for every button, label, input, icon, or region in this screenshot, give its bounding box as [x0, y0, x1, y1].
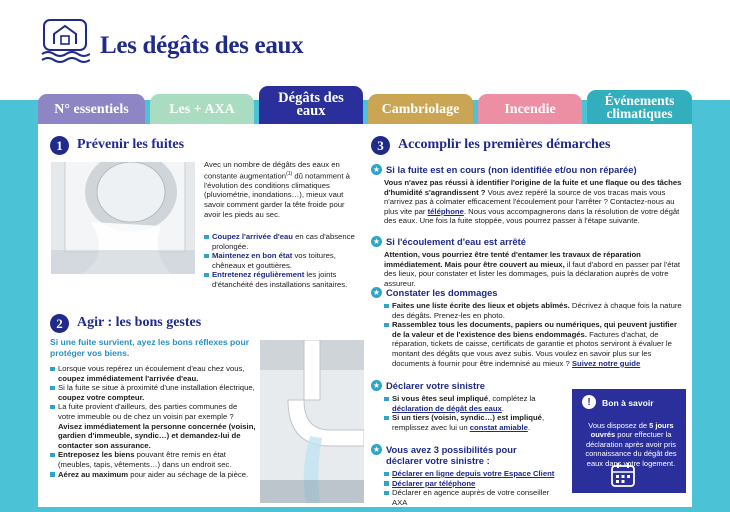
tab-degats-des-eaux[interactable] [259, 86, 363, 124]
section-1-intro [204, 160, 354, 219]
item-end: . [527, 422, 531, 432]
declare-agency-text: Déclarer en agence auprès de votre conseiller AXA [392, 488, 550, 507]
damage-list [384, 301, 686, 368]
list-item [50, 450, 256, 469]
item-bold: Coupez l'arrivée d'eau [212, 232, 293, 241]
intro-text-a: Avec un nombre de dégâts des eaux en constante augmentation [204, 160, 340, 181]
item-text: , remplissez avec lui un [392, 413, 545, 432]
item-bold: coupez votre compteur. [58, 392, 145, 402]
declare-options-list [384, 469, 566, 507]
declare-phone-link[interactable]: Déclarer par téléphone [392, 478, 476, 488]
amicable-report-link[interactable]: constat amiable [469, 422, 528, 432]
block-4-title: Déclarer votre sinistre [386, 380, 486, 391]
section-2-lead: Si une fuite survient, ayez les bons réflexes pour protéger vos biens. [50, 337, 250, 358]
list-item [50, 383, 256, 402]
info-text-b: pour effectuer la déclaration après avoir pris connaissance du dégât des eaux dans votre logement. [585, 430, 677, 468]
section-2-number: 2 [50, 314, 69, 333]
block-3-title: Constater les dommages [386, 287, 498, 298]
guide-link[interactable]: Suivez notre guide [571, 358, 641, 368]
house-water-icon [40, 18, 90, 66]
item-text: Factures d'achat, de réparation, tickets de caisse, certificats de garantie et photos serviront à évaluer le montant des dégâts que vous avez subis. Vous voulez en savoir plus sur les documents à fournir pour être indemnisé au mieux ? [392, 329, 672, 368]
item-bold: Si un tiers (voisin, syndic…) est impliqué [392, 413, 542, 423]
info-text [582, 421, 680, 468]
list-item [204, 251, 360, 270]
block-1-rest: Vous avez repéré la source de vos tracas mais vous n'arrivez pas à colmater efficacement l'écoulement pour l'arrêter ? Contactez-nous au plus vite par [384, 187, 675, 216]
page-header [0, 0, 730, 100]
item-text: Si la fuite se situe à proximité d'une installation électrique, [58, 383, 255, 393]
item-text: pouvant être remis en état (meubles, tapis, vêtements…) dans un endroit sec. [58, 450, 232, 469]
list-item [384, 469, 566, 479]
tab-evenements-label: Événements climatiques [604, 93, 675, 121]
list-item [384, 488, 566, 507]
list-item [50, 402, 256, 450]
info-title: Bon à savoir [602, 398, 654, 408]
list-item [384, 413, 564, 432]
phone-link[interactable]: téléphone [427, 206, 464, 216]
block-5-title-line2: déclarer votre sinistre : [386, 455, 490, 466]
block-1-text [384, 178, 686, 226]
tab-incendie[interactable]: Incendie [478, 94, 582, 124]
info-text-a: Vous disposez de [588, 421, 650, 430]
item-text: Décrivez à chaque fois la nature des dégâts. Prenez-les en photo. [392, 301, 682, 320]
washing-machine-illustration [51, 162, 195, 274]
star-icon: ★ [372, 237, 381, 246]
item-text: La fuite provient d'ailleurs, des parties communes de votre immeuble ou de chez un voisin par exemple ? [58, 402, 238, 421]
leaking-pipe-illustration [260, 340, 364, 503]
tab-evenements-climatiques[interactable] [587, 90, 692, 124]
block-2-text [384, 250, 686, 288]
item-bold: Maintenez en bon état [212, 251, 293, 261]
section-1-number: 1 [50, 136, 69, 155]
item-bold: Entreposez les biens [58, 450, 135, 460]
star-icon: ★ [372, 445, 381, 454]
item-text: les joints d'étanchéité des installations sanitaires. [212, 270, 348, 289]
item-bold: Faites une liste écrite des lieux et objets abîmés. [392, 301, 570, 310]
tab-les-plus-axa[interactable]: Les + AXA [150, 94, 254, 124]
item-end: . [501, 403, 504, 413]
list-item [384, 301, 686, 320]
declare-list [384, 394, 564, 432]
declare-online-link[interactable]: Déclarer en ligne depuis votre Espace Client [392, 469, 555, 478]
section-1-title: Prévenir les fuites [77, 137, 185, 152]
washing-machine-image [51, 162, 195, 274]
block-1-title: Si la fuite est en cours (non identifiée et/ou non réparée) [386, 164, 637, 175]
block-5-title [386, 444, 517, 466]
list-item [384, 479, 566, 489]
item-bold: coupez immédiatement l'arrivée d'eau. [58, 373, 199, 383]
block-2-bold: Attention, vous pourriez être tenté d'entamer les travaux de réparation immédiatement. Mais pour être couvert au mieux, [384, 250, 641, 269]
content-panel [38, 124, 692, 507]
section-2-title: Agir : les bons gestes [77, 315, 202, 330]
tab-cambriolage[interactable]: Cambriolage [368, 94, 473, 124]
block-5-title-line1: Vous avez 3 possibilités pour [386, 444, 517, 455]
list-item [50, 470, 256, 480]
block-1-bold: Vous n'avez pas réussi à identifier l'origine de la fuite et une flaque ou des tâches d'humidité s'agrandissent ? [384, 178, 682, 197]
list-item [384, 394, 564, 413]
list-item [204, 232, 360, 251]
intro-footnote: (1) [286, 170, 293, 177]
block-2-title: Si l'écoulement d'eau est arrêté [386, 236, 526, 247]
item-bold: Entretenez régulièrement [212, 270, 305, 280]
item-bold: Si vous êtes seul impliqué [392, 394, 489, 403]
page-title: Les dégâts des eaux [100, 32, 304, 59]
star-icon: ★ [372, 381, 381, 390]
block-2-rest: il faut d'abord en passer par l'état des lieux, pour constater et lister les dommages, puis la déclaration auprès de votre assureur. [384, 259, 681, 288]
item-bold: Rassemblez tous les documents, papiers ou numériques, qui peuvent justifier de la valeur et de l'existence des biens endommagés. [392, 320, 677, 339]
list-item [50, 364, 256, 383]
item-text: vos toitures, chêneaux et gouttières. [212, 251, 336, 270]
section-3-title: Accomplir les premières démarches [398, 137, 611, 152]
section-3-number: 3 [371, 136, 390, 155]
item-text: Lorsque vous repérez un écoulement d'eau chez vous, [58, 364, 245, 373]
info-text-bold: 5 jours ouvrés [590, 421, 674, 440]
list-item [384, 320, 686, 368]
star-icon: ★ [372, 288, 381, 297]
star-icon: ★ [372, 165, 381, 174]
info-icon: ! [582, 395, 596, 409]
calendar-icon [610, 462, 636, 488]
block-1-end: . Nous vous accompagnerons dans la résolution de votre dégât des eaux. Une fois la fuite stoppée, vous pourrez passer à l'étape suivante. [384, 206, 680, 226]
tab-degats-label: Dégâts des eaux [278, 90, 344, 119]
item-text: , complétez la [488, 394, 536, 403]
water-damage-declaration-link[interactable]: déclaration de dégât des eaux [392, 403, 502, 413]
list-item [204, 270, 360, 289]
item-text: pour aider au séchage de la pièce. [128, 469, 249, 479]
tab-numeros-essentiels[interactable]: N° essentiels [38, 94, 145, 124]
item-bold: Aérez au maximum [58, 469, 129, 479]
prevention-list [204, 232, 360, 290]
item-text: en cas d'absence prolongée. [212, 232, 355, 251]
leaking-pipe-image [260, 340, 364, 503]
item-bold: Avisez immédiatement la personne concernée (voisin, gardien d'immeuble, syndic…) et demandez-lui de contacter son assurance. [58, 421, 256, 450]
intro-text-b: dû notamment à l'évolution des conditions climatiques (pluviométrie, inondations…), mieux vaut savoir comment garder la tête froide pour avoir les pieds au sec. [204, 171, 350, 219]
good-gestures-list [50, 364, 256, 479]
